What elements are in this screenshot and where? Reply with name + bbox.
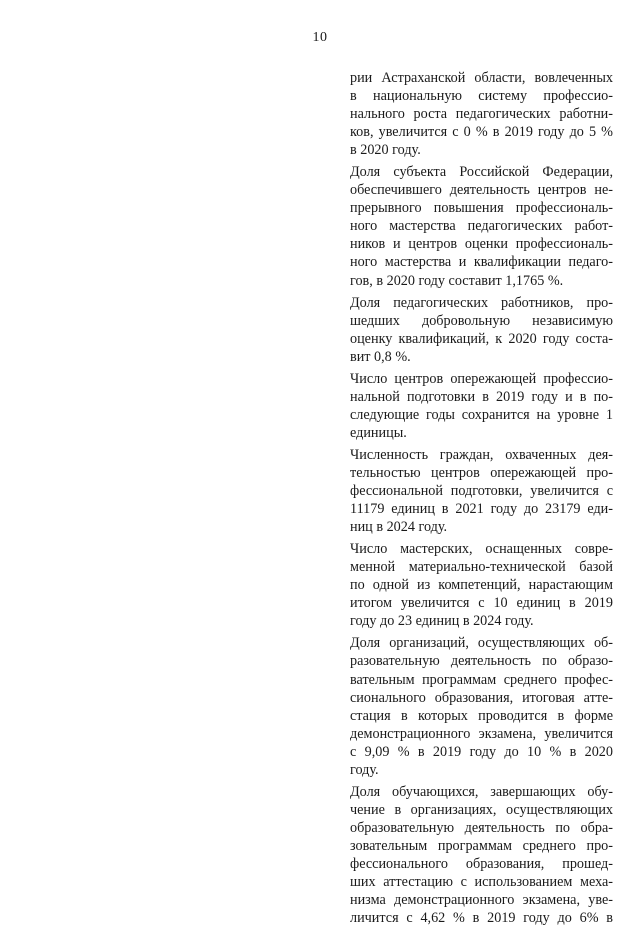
page-number: 10 <box>312 30 328 45</box>
text-line: фессиональной подготовки, увеличится с <box>350 483 613 500</box>
text-line: тельностью центров опережающей про- <box>350 464 613 481</box>
text-line: ших аттестацию с использованием меха- <box>350 874 613 891</box>
text-line: вательным программам среднего профес- <box>350 671 613 688</box>
text-line: единицы. <box>350 424 407 441</box>
text-line: по одной из компетенций, нарастающим <box>350 577 613 594</box>
text-line: ниц в 2024 году. <box>350 519 448 536</box>
text-line: обеспечившего деятельность центров не- <box>350 182 613 199</box>
text-line: личится с 4,62 % в 2019 году до 6% в <box>350 910 613 927</box>
text-line: ков, увеличится с 0 % в 2019 году до 5 % <box>350 124 613 141</box>
text-line: ного мастерства педагогических работ- <box>350 218 613 235</box>
text-line: зовательным программам среднего про- <box>350 837 613 854</box>
paragraph <box>350 294 613 366</box>
text-line: Доля субъекта Российской Федерации, <box>350 164 613 181</box>
text-line: ников и центров оценки профессиональ- <box>350 236 613 253</box>
text-line: стация в которых проводится в форме <box>350 707 613 724</box>
paragraph <box>350 69 613 159</box>
text-column <box>350 69 613 931</box>
text-line: году до 23 единиц в 2024 году. <box>350 613 534 630</box>
paragraph <box>350 540 613 630</box>
text-line: итогом увеличится с 10 единиц в 2019 <box>350 595 613 612</box>
paragraph <box>350 370 613 442</box>
text-line: нального роста педагогических работни- <box>350 106 613 123</box>
text-line: Число центров опережающей профессио- <box>350 370 613 387</box>
text-line: Доля педагогических работников, про- <box>350 294 613 311</box>
text-line: гов, в 2020 году составит 1,1765 %. <box>350 272 564 289</box>
text-line: низма демонстрационного экзамена, уве- <box>350 892 613 909</box>
text-line: следующие годы сохранится на уровне 1 <box>350 406 613 423</box>
text-line: прерывного повышения профессиональ- <box>350 200 613 217</box>
text-line: шедших добровольную независимую <box>350 312 613 329</box>
paragraph <box>350 446 613 536</box>
text-line: нальной подготовки в 2019 году и в по- <box>350 388 613 405</box>
text-line: демонстрационного экзамена, увеличится <box>350 725 613 742</box>
text-line: рии Астраханской области, вовлеченных <box>350 70 613 86</box>
text-line: в 2020 году. <box>350 142 421 159</box>
text-line: менной материально-технической базой <box>350 559 613 576</box>
text-line: образовательную деятельность по обра- <box>350 819 613 836</box>
text-line: сионального образования, итоговая атте- <box>350 689 613 706</box>
text-line: 11179 единиц в 2021 году до 23179 еди- <box>350 501 613 518</box>
paragraph <box>350 163 613 289</box>
text-line: разовательную деятельность по образо- <box>350 653 613 670</box>
text-line: ного мастерства и квалификации педаго- <box>350 254 613 271</box>
text-line: с 9,09 % в 2019 году до 10 % в 2020 <box>350 743 613 760</box>
text-line: оценку квалификаций, к 2020 году соста- <box>350 330 613 347</box>
paragraph <box>350 783 613 927</box>
text-line: Доля обучающихся, завершающих обу- <box>350 783 613 800</box>
paragraph <box>350 634 613 778</box>
text-line: Доля организаций, осуществляющих об- <box>350 635 613 652</box>
text-line: Число мастерских, оснащенных совре- <box>350 541 613 558</box>
text-line: Численность граждан, охваченных дея- <box>350 446 613 463</box>
text-line: году. <box>350 761 379 778</box>
text-line: фессионального образования, прошед- <box>350 855 613 872</box>
text-line: вит 0,8 %. <box>350 348 411 365</box>
text-line: чение в организациях, осуществляющих <box>350 801 613 818</box>
text-line: в национальную систему профессио- <box>350 88 613 105</box>
